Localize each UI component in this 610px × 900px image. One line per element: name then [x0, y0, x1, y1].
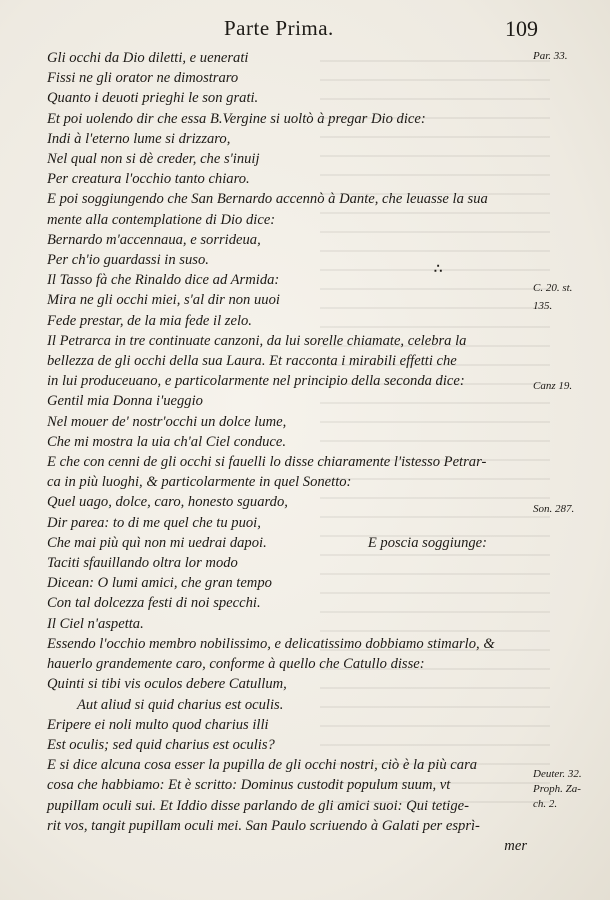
text-line: bellezza de gli occhi della sua Laura. Et racconta i mirabili effetti che	[47, 353, 457, 370]
margin-note: 135.	[533, 300, 553, 312]
text-line: Gentil mia Donna i'ueggio	[47, 393, 203, 410]
text-line: Indi à l'eterno lume si drizzaro,	[47, 130, 231, 147]
text-line: E che con cenni de gli occhi si fauelli lo disse chiaramente l'istesso Petrar-	[47, 454, 487, 471]
text-line: Con tal dolcezza festi di noi specchi.	[47, 595, 261, 612]
margin-note: C. 20. st.	[533, 282, 573, 294]
inline-continuation: E poscia soggiunge:	[367, 534, 487, 551]
text-line: Il Tasso fà che Rinaldo dice ad Armida:	[47, 272, 280, 289]
catchword: mer	[504, 837, 527, 854]
text-line-with-continuation	[47, 533, 527, 553]
page-number: 109	[505, 16, 538, 41]
text-line: Nel mouer de' nostr'occhi un dolce lume,	[47, 413, 287, 430]
text-line: rit vos, tangit pupillam oculi mei. San Paulo scriuendo à Galati per esprì-	[47, 817, 480, 834]
text-line: Dicean: O lumi amici, che gran tempo	[47, 575, 272, 592]
text-line: Per ch'io guardassi in suso.	[47, 252, 209, 269]
text-line: E si dice alcuna cosa esser la pupilla de gli occhi nostri, ciò è la più cara	[47, 757, 478, 774]
margin-note: Deuter. 32.	[533, 768, 582, 780]
text-line: mente alla contemplatione di Dio dice:	[47, 211, 276, 228]
text-line: Fede prestar, de la mia fede il zelo.	[47, 312, 252, 329]
text-line: Quel uago, dolce, caro, honesto sguardo,	[47, 494, 288, 511]
margin-note: ch. 2.	[533, 798, 558, 810]
text-line: Che mi mostra la uia ch'al Ciel conduce.	[47, 433, 287, 450]
text-line: Quinti si tibi vis oculos debere Catullum,	[47, 676, 287, 693]
text-line: Dir parea: to di me quel che tu puoi,	[47, 514, 261, 531]
text-line: Il Ciel n'aspetta.	[47, 615, 144, 632]
text-block	[47, 48, 527, 856]
margin-note: Par. 33.	[533, 50, 568, 62]
text-line: Quanto i deuoti prieghi le son grati.	[47, 90, 259, 107]
text-line: Est oculis; sed quid charius est oculis?	[47, 736, 275, 753]
text-line: E poi soggiungendo che San Bernardo accennò à Dante, che leuasse la sua	[47, 191, 488, 208]
text-line: Il Petrarca in tre continuate canzoni, da lui sorelle chiamate, celebra la	[47, 332, 467, 349]
text-line: pupillam oculi sui. Et Iddio disse parlando de gli amici suoi: Qui tetige-	[47, 797, 469, 814]
text-line: Che mai più quì non mi uedrai dapoi.	[47, 534, 267, 551]
page-header	[0, 14, 610, 42]
text-line: Nel qual non si dè creder, che s'inuij	[47, 151, 260, 168]
text-line: Eripere ei noli multo quod charius illi	[47, 716, 269, 733]
text-line: Gli occhi da Dio diletti, e uenerati	[47, 50, 249, 66]
text-line: in lui produceuano, e particolarmente nel principio della seconda dice:	[47, 373, 465, 390]
text-line: hauerlo grandemente caro, conforme à quello che Catullo disse:	[47, 656, 425, 673]
text-line: cosa che habbiamo: Et è scritto: Dominus custodit populum suum, vt	[47, 777, 451, 794]
margin-note: Son. 287.	[533, 503, 575, 515]
margin-note: Canz 19.	[533, 380, 573, 392]
text-line: Per creatura l'occhio tanto chiaro.	[47, 171, 250, 188]
text-line: Fissi ne gli orator ne dimostraro	[47, 70, 239, 87]
text-line: Aut aliud si quid charius est oculis.	[77, 696, 284, 713]
text-line: Essendo l'occhio membro nobilissimo, e delicatissimo dobbiamo stimarlo, &	[47, 635, 495, 652]
text-line: Bernardo m'accennaua, e sorrideua,	[47, 231, 261, 248]
text-line: ca in più luoghi, & particolarmente in quel Sonetto:	[47, 474, 352, 491]
text-line: Mira ne gli occhi miei, s'al dir non uuoi	[47, 292, 280, 309]
text-line: Taciti sfauillando oltra lor modo	[47, 555, 238, 572]
text-line: Et poi uolendo dir che essa B.Vergine si uoltò à pregar Dio dice:	[47, 110, 426, 127]
running-head: Parte Prima.	[224, 16, 334, 40]
printer-ornament: ∴	[434, 262, 443, 277]
margin-note: Proph. Za-	[533, 783, 581, 795]
